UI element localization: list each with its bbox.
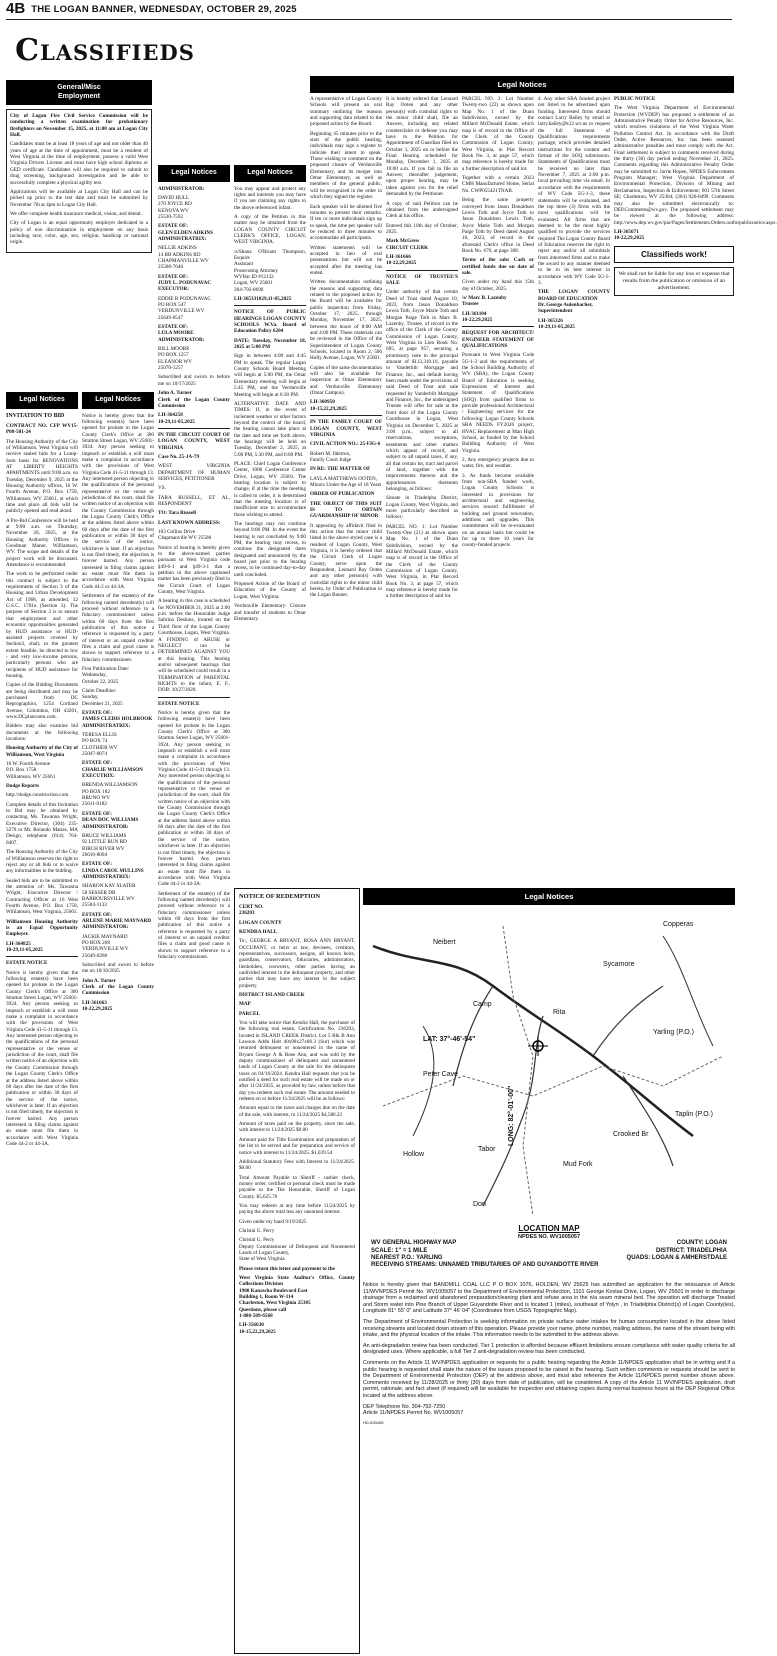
disclaimer-box: We shall not be liable for any loss or expense that results from the publication or omission of an advertisement. bbox=[614, 267, 734, 295]
redemption-district: DISTRICT ISLAND CREEK bbox=[239, 991, 305, 998]
hearings-p10: Written statements will be accepted in lieu of oral presentations but will not be accepted after the meeting has ended. bbox=[310, 244, 382, 276]
redemption-return: Please return this letter and payment to the bbox=[239, 1265, 335, 1272]
architect-title: REQUEST FOR ARCHITECT/ ENGINEER STATEMENT OF QUALIFICATIONS bbox=[462, 330, 534, 350]
circuit-p2: Notice of hearing is hereby given to the above-named parties pursuant to West Virginia code §49-6-1 and §49-3-1 that a petition in the above captioned matter has been previously filed in the Circuit Court of Logan County, West Virginia. bbox=[158, 544, 230, 596]
family-column bbox=[310, 96, 382, 886]
estate-entry: ADMINISTRATOR: DAVID HULL 270 JOYCE RD KENOVA WV 25530-7592 bbox=[158, 185, 205, 220]
map-long-label: LONG: 82°-01'-00" bbox=[508, 1085, 515, 1146]
public-notice-title: PUBLIC NOTICE bbox=[614, 96, 656, 102]
estate-subscribed: Subscribed and sworn to before me on 10/10/2025 bbox=[82, 962, 154, 975]
legend-row: NEAREST P.O.: YARLING QUADS: LOGAN & AMHERSTDALE bbox=[371, 1255, 727, 1262]
invitation-p5: Bidders may also examine bid documents at the following locations: bbox=[6, 723, 78, 742]
redemption-given: Given under my hand 9/19/2025 bbox=[239, 1218, 307, 1225]
hearings-p2: ALTERNATIVE DATE AND TIMES: If, in the event of inclement weather or other factors beyond the control of the board, the hearing cannot take place at the date and time set forth above, the hearings will be held on Tuesday, December 2, 2025, at 5:00 PM, 5:30 PM, and 6:00 PM. bbox=[234, 400, 306, 458]
map-place-label: Copperas bbox=[663, 921, 694, 928]
hearings-p8: Beginning 45 minutes prior to the start of the public hearing, individuals may sign a register to indicate their intent to speak. Those wishing to comment on the proposed closure of Verdunville Elementary, and its merger into Omar Elementary, as well as members of the general public, will be recognized in the order in which they signed the register. bbox=[310, 130, 382, 201]
estate-top-lh: LH-364258 10-29,11-05,2025 bbox=[158, 412, 195, 425]
first-publication: First Publication Date: Wednesday, October 22, 2025 bbox=[82, 665, 129, 685]
redemption-cert: CERT NO. 236203 bbox=[239, 903, 264, 917]
invitation-sign: Williamson Housing Authority is an Equal Opportunity Employer. bbox=[6, 918, 78, 938]
legal-notices-header-4: Legal Notices bbox=[234, 165, 306, 182]
invitation-p1: The Housing Authority of the City of Williamson, West Virginia will receive sealed bids for a Lump-Sum basis for RENOVATIONS AT LIBERTY HEIGHTS APARTMENTS until 9:00 a.m. on Tuesday, December 9, 2025 at the Housing Authority offices, 16 W. Fourth Avenue, P.O. Box 1758, Williamson, WV 25661, at which time and place all bids will be publicly opened and read aloud. bbox=[6, 438, 78, 515]
legal-notices-bar: Legal Notices bbox=[310, 76, 734, 93]
estate-notice-title-2: ESTATE NOTICE bbox=[158, 700, 200, 707]
hearings-p9: Each speaker will be allotted five minutes to present their remarks. If ten or more individuals sign up to speak, the time per speaker will be reduced to three minutes to accommodate all participants. bbox=[310, 203, 382, 242]
legend-subtitle: NPDES NO. WV1005057 bbox=[517, 1233, 581, 1240]
map-place-label: Camp bbox=[473, 1001, 492, 1008]
legend-title: LOCATION MAP bbox=[518, 1224, 580, 1233]
architect-p3: 3. As funds become available from non-SBA funded work, Logan County Schools is interested in provisions for architectural and engineering services toward fulfillment of building and ground renovation, additions and upgrades. This commitment will be re-evaluated on an annual basis but could be for up to three 10 years for county-funded projects bbox=[462, 472, 534, 549]
circuit-p1: WEST VIRGINIA DEPARTMENT OF HUMAN SERVICES, PETITIONER bbox=[158, 463, 230, 482]
invitation-p8: Sealed bids are to be submitted to the attention of: Ms. Tawanna Wright, Executive Director / Contracting Officer at 16 West Fourth Avenue, P.O. Box 1758, Williamson, West Virginia, 25661. bbox=[6, 877, 78, 916]
classifieds-masthead bbox=[6, 26, 204, 76]
hearings-p1: Sign in between 4:00 and 4:45 PM to speak. The regular Logan County Schools Board Meeting will begin at 5:00 PM, the Omar Elementary meeting will begin at 5:45 PM, and the Verdunville Meeting will begin at 6:30 PM. bbox=[234, 353, 306, 398]
map-place-label: Tabor bbox=[478, 1146, 496, 1153]
trustee-p6: Being the same property conveyed from Jason Donaldson Lewis Toth and Joyce Toth to Jason Donaldson Lewis Toth, Joyce Marie Toth and Morgan Paige Toth by Deed dated August 10, 2023, of record in the aforesaid Clerk's office in Deed Book No. 676, at page 368. bbox=[462, 197, 534, 254]
family-p4: Entered this 10th day of October, 2025. bbox=[386, 222, 458, 235]
redemption-p2: Amount equal to the taxes and charges due on the date of the sale, with interest, to 11/24/2025 $4,586.22 bbox=[239, 1105, 355, 1118]
family-minor: LAYLA MATTHEWS OOTEN, Minors Under the Age of 18 Years bbox=[310, 475, 382, 488]
location-2: Dodge Reports bbox=[6, 783, 39, 790]
estate-entry: ESTATE OF: LINDA CAROL MULLINS ADMINISTRATRIX: SHARON KAY SLATER 58 SESSER DR BARBOURSVILLE WV 25504-1133 bbox=[82, 861, 144, 909]
legal-notices-header-2: Legal Notices bbox=[82, 392, 154, 409]
trustee-p4: PARCEL NO. 2: Lot Number Twenty-two (22) as shown upon Map No. 1 of the Dunn Subdivision, owned by the Millard McDonald Estate, which map is of record in the Office of the Clerk of the County Commission of Logan County, West Virginia, in Plat Record Book No. 3, at page 57, which map reference is hereby made for a further description of said lot. bbox=[462, 96, 534, 172]
npdes-p5: DEP Telephone No. 304-792-7250 Article 11/NPDES Permit No. WV1005057 bbox=[363, 1403, 464, 1417]
fire-civil-p2: Applications will be available at Logan City Hall and can be picked up prior to the test date and must be submitted by November 7th at 4pm to Logan City Hall. bbox=[10, 188, 148, 208]
estate-notice-p1-cont: Notice is hereby given that the following estate(s) have been opened for probate in the Logan County Clerk's Office at 300 Stratton Street Logan, WV 25601-3924. Any person seeking to impeach or establish a will must make a complaint in accordance with the provisions of West Virginia Code 41-5-11 through 13. Any interested person objecting to the qualifications of the personal representative or the venue or jurisdiction of the court, shall file written notice of an objection with the County Commission through the Logan County Clerk's Office at the address listed above within 60 days after the date of the first publication or within 30 days of the service of the notice, whichever is later. If an objection is not filed timely, the objection is forever barred. Any person interested in filing claims against an estate must file them in accordance with West Virginia Code 44-2 or 44-3A. bbox=[82, 412, 154, 590]
map-place-label: Hollow bbox=[403, 1151, 425, 1158]
estate-top-sub: Subscribed and sworn to before me on 10/17/2025 bbox=[158, 374, 230, 387]
npdes-code: HD-533405 bbox=[363, 1419, 384, 1425]
invitation-p6: Complete details of this Invitation to Bid may be obtained by contacting Ms. Tawanna Wright, Executive Director, (304) 235-3270 or Mr. Rolando Matias, MA Design, telephone (614) 764-0407. bbox=[6, 801, 78, 846]
redemption-p6: Total Amount Payable to Sheriff - cashier check, money order, certified or personal check must be made payable to the The Honorable, Sheriff of Logan County. $5,625.76 bbox=[239, 1174, 355, 1200]
redemption-p4: Amount paid for Title Examination and preparation of the list to be served and for preparation and service of notice with interest to 11/24/2025. $1,039.54 bbox=[239, 1136, 355, 1156]
trustee-lh: LH-361104 10-22,29,2025 bbox=[462, 310, 493, 323]
claim-deadline: Claim Deadline: Sunday, December 21, 2025 bbox=[82, 687, 123, 707]
general-misc-header: General/Misc Employment bbox=[6, 80, 152, 105]
redemption-sig1: Christal G. Perry bbox=[239, 1227, 275, 1234]
masthead-title: Classifieds bbox=[15, 32, 195, 68]
hearings-p6: Verdunville Elementary: Closure and transfer of students to Omar Elementary. bbox=[234, 603, 306, 622]
hearings-p5: Proposed Action of the Board of Education of the County of Logan, West Virginia: bbox=[234, 581, 306, 600]
redemption-p3: Amount of taxes paid on the property, since the sale, with interest to 11/24/2025 $0.00 bbox=[239, 1121, 355, 1134]
estate-entry: ESTATE OF: JUDY L. PODUNAVAC EXECUTOR: EDDIE R PODUNAVAC PO BOX 547 VERDUNVILLE WV 25649-0547 bbox=[158, 273, 212, 321]
estate-top-clerk: John A. Turner Clerk of the Logan County Commission bbox=[158, 390, 230, 409]
public-notice-p1: The West Virginia Department of Environmental Protection (WVDEP) has proposed a settlement of an Administrative Penalty Order for Active Resources, Inc. which resolves violations of the West Virginia Water Pollution Control Act. In accordance with the Draft Order, Active Resources, Inc. has been assessed administrative penalties and must comply with the Act. Final settlement is subject to comments received during the thirty (30) day period ending November 21, 2025. Comments regarding this Administrative Penalty Order may be submitted to: Jarrie Hopen, NPDES Enforcement Program Manager; West Virginia Department of Environmental Protection, Division of Mining and Reclamation, Inspection & Enforcement; 601 57th Street SE; Charleston, WV 25304; (304) 926-0499. Comments may also be submitted electronically to: DEP.Comments@wv.gov. The proposed settlement may be viewed at the following address: http://www.dep.wv.gov/pio/Pages/Settlements.Orders.outforpublicnotice.aspx. bbox=[614, 105, 777, 226]
redemption-p1: You will take notice that Kendra Hall, the purchaser of the following real estate, Certification No. 236203, located in ISLAND CREEK District, Lot 5 Blk B Ann Lawson Addn Holt 40x98x27x86.3 (Sur) which was returned delinquent or nonentered in the name of Bryant George A & Rose Ann, and was sold by the deputy commissioner of delinquent and nonentered lands of Logan County at the sale for the delinquent taxes on 04/16/2024. Kendra Hall requests that you be notified a deed for such real estate will be made on or after 11/24/2025, as provided by law, unless before that day you redeem such real estate. The amount needed to redeem on or before 11/24/2025 will be as follows: bbox=[239, 1019, 355, 1103]
architect-sig: THE LOGAN COUNTY BOARD OF EDUCATION Dr. George Aulenbacher, Superintendent bbox=[538, 289, 610, 315]
invitation-p7: The Housing Authority of the City of Williamson reserves the right to reject any or all bids or to waive any informalities in the bidding. bbox=[6, 849, 78, 875]
estate-notice-2-p2: Settlement of the estate(s) of the following named decedent(s) will proceed without reference to a fiduciary commissioner unless within 60 days from the first publication of this notice a reference is requested by a party of interest or an unpaid creditor files a claim and good cause is shown to support reference to a fiduciary commissioner. bbox=[158, 890, 230, 960]
circuit-sig: /s/Shana O'Briant Thompson, Esquire Assistant Prosecuting Attorney WVBar ID #12132 Logan, WV 25601 304-792-8690 bbox=[234, 248, 306, 293]
location-2-url[interactable]: http://dodge.construction.com bbox=[6, 792, 69, 799]
npdes-p2: The Department of Environmental Protection is seeking information on private surface water intakes for human consumption located in the above listed receiving streams and located down stream of this operation. Please provide your name, phone number, mailing address, the name of the stream being with intake, and the physical location of the intake. This information needs to be submitted to the address above. bbox=[363, 1318, 735, 1339]
circuit-resp: TARA RUSSELL, ET AL, RESPONDENT bbox=[158, 494, 230, 507]
redemption-lh: LH-356630 10-15,22,29,2025 bbox=[239, 1322, 276, 1335]
hearings-p3: PLACE: Chief Logan Conference Center, 1000 Conference Center Drive, Logan, WV 25601. The hearing location is subject to change, if at the time the meeting is called to order, it is determined that the meeting location is of insufficient size to accommodate those wishing to attend. bbox=[234, 460, 306, 518]
location-map-svg bbox=[363, 906, 735, 1222]
hearings-lh: LH-360950 10-15,22,29,2025 bbox=[310, 399, 347, 412]
map-place-label: Rita bbox=[553, 1009, 566, 1016]
architect-p4: 4. Any other SBA funded project not listed to be advertised upon funding. Interested firms should contact Larry Bailey by email at larry.bailey@k12.wv.us to request the full Statement of Qualifications requirements package, which provides detailed instructions for the content and format of the SOQ submission. Statements of Qualifications must be received no later than November 7, 2025 at 2:00 p.m. local prevailing time via email. In accordance with the requirements of WV Code 5G-1-3, these statements will be evaluated, and the top three (3) firms with the most qualifications will be evaluated. All firms that are deemed to be the most highly qualified to provide the services required The Logan County Board of Education reserves the right to reject any and/or all submittals from interested firms and to make the award to any manner deemed to be in its best interest in accordance with WV Code 5G-1-3. bbox=[538, 96, 610, 286]
map-place-label: Sycamore bbox=[603, 961, 635, 968]
hearings-title: NOTICE OF PUBLIC HEARINGS LOGAN COUNTY SCHOOLS W.Va. Board of Education Policy 6204 bbox=[234, 309, 306, 335]
estate-lh: LH-361663 10-22,29,2025 bbox=[82, 999, 113, 1013]
redemption-to: To:, GEORGE A BRYANT, ROSA ANN BRYANT, OCCUPANT, or heirs at law, devisees, creditors, representatives, successors, assigns, all known heirs, guardians, conservators, fiduciaries, administrators, lienholders, coowners, other parties having an undivided interest in the delinquent property, and other parties that may have any interest in the subject property. bbox=[239, 938, 355, 989]
trustee-given: Given under my hand this 15th day of October, 2025. bbox=[462, 279, 534, 292]
map-lat-label: LAT: 37°-46'-54" bbox=[423, 1036, 476, 1043]
circuit-lka: LAST KNOWN ADDRESS: bbox=[158, 519, 221, 526]
map-place-label: Mud Fork bbox=[563, 1161, 593, 1168]
circuit-p3: A hearing in this case is scheduled for NOVEMBER 21, 2025 at 2:00 p.m. before the Honorable Judge Sabrina Deskins, located on the Third floor of the Logan County Courthouse, Logan, West Virginia. A FINDING of ABUSE or NEGLECT can be DETERMINED AGAINST YOU at this hearing. This hearing and/or subsequent hearings that will be scheduled could result in a TERMINATION of PARENTAL RIGHTS to the infant, E. F., DOB: 10/27/2020. bbox=[158, 598, 230, 694]
circuit-title: IN THE CIRCUIT COURT OF LOGAN COUNTY, WEST VIRGINIA bbox=[158, 431, 230, 451]
contract-number: CONTRACT NO. CFP WV15-P08-501-24 bbox=[6, 422, 78, 436]
redemption-title: NOTICE OF REDEMPTION bbox=[239, 893, 321, 900]
invitation-column bbox=[6, 392, 78, 1654]
map-place-label: Peter Cave bbox=[423, 1071, 459, 1078]
circuit-to: TO: Tara Russell bbox=[158, 510, 196, 517]
estate-notice-p1: Notice is hereby given that the following estate(s) have been opened for probate in the Logan County Clerk's Office at 300 Stratton Street Logan, WV 25601-3924. Any person seeking to impeach or establish a will must make a complaint in accordance with the provisions of West Virginia Code 41-5-11 through 13. Any interested person objecting to the qualifications of the personal representative or the venue or jurisdiction of the court, shall file written notice of an objection with the County Commission through the Logan County Clerk's Office at the address listed above within 60 days after the date of the first publication or within 30 days of the service of the notice, whichever is later. If an objection is not filed timely, the objection is forever barred. Any person interested in filing claims against an estate must file them in accordance with West Virginia Code 44-2 or 44-3A. bbox=[6, 969, 78, 1147]
trustee-sig: /s/ Marc B. Lazenby Trustee bbox=[462, 294, 507, 308]
legal-notices-header: Legal Notices bbox=[6, 392, 78, 409]
invitation-lh: LH-364825 10-29,11-05,2025 bbox=[6, 940, 43, 953]
invitation-p2: A Pre-Bid Conference will be held at 9:00 a.m. on Thursday, November 20, 2025, at the Housing Authority Offices in Goodman Manor, Williamson, WV. The scope and details of the project work will be discussed. Attendance is recommended. bbox=[6, 517, 78, 569]
circuit-lh: LH-365331029,11-05,2025 bbox=[234, 296, 292, 303]
estate-notice-p2: Settlement of the estate(s) of the following named decedent(s) will proceed without reference to a fiduciary commissioner unless within 60 days from the first publication of this notice a reference is requested by a party of interest or an unpaid creditor files a claim and good cause is shown to support reference to a fiduciary commissioner. bbox=[82, 593, 154, 663]
employment-column bbox=[6, 80, 152, 390]
legend-row: WV GENERAL HIGHWAY MAP COUNTY: LOGAN bbox=[371, 1240, 727, 1247]
trustee-title: NOTICE OF TRUSTEE'S SALE bbox=[386, 273, 458, 286]
estate-notice-title: ESTATE NOTICE bbox=[6, 960, 48, 967]
circuit-case: Case No. 25-JA-79 bbox=[158, 453, 200, 460]
architect-p1: Pursuant to West Virginia Code 5G-1-3 and the requirements of the School Building Authority of WV (SBA), the Logan County Board of Education is seeking Expressions of Interest and Statement of Qualifications (SOQ) from qualified firms to provide professional Architectural / Engineering services for the following: Logan County Schools SBA NEEDS FY2026 project, HVAC Replacement at Man High School, as funded by the School Building Authority of West Virginia. bbox=[462, 352, 534, 454]
hearings-date: DATE: Tuesday, November 18, 2025 at 5:00 PM bbox=[234, 337, 306, 351]
hearings-p7: A representative of Logan County Schools will present an oral summary outlining the reasons and supporting data related to the proposed action by the Board. bbox=[310, 96, 382, 128]
redemption-parcel: PARCEL bbox=[239, 1010, 260, 1017]
estate-column bbox=[82, 392, 154, 1654]
circuit-column bbox=[158, 165, 230, 1654]
family-p1: It appearing by affidavit filed in this action that the minor child listed in the above styled case is a resident of Logan County, West Virginia, it is hereby ordered that the Circuit Clerk of Logan County, serve upon the Respondent, Leonard Ray Ooten and any other person(s) with custodial rights to the minor child herein, by Order of Publication in the Logan Banner. bbox=[310, 522, 382, 599]
npdes-notice bbox=[363, 1282, 735, 1652]
redemption-sig2: Christal G. Perry Deputy Commissioner of Delinquent and Nonentered Lands of Logan County, State of West Virginia bbox=[239, 1237, 355, 1263]
circuit-p4: You may appear and protect any rights and interests you may have if you are claiming any rights to the above referenced infant. bbox=[234, 185, 306, 211]
family-sig: Mark McGrew CIRCUIT CLERK bbox=[386, 238, 429, 251]
map-place-label: Crooked Br bbox=[613, 1131, 649, 1138]
estate-top-list bbox=[158, 186, 230, 372]
architect-lh: LH-365326 10-29,11-05,2025 bbox=[538, 317, 575, 331]
circuit-vs: VS. bbox=[158, 485, 166, 492]
invitation-p4: Copies of the Bidding Documents are being distributed and may be purchased from DC Reprographics, 1254 Cortland Avenue, Columbus, OH 43201, www.DCplanroom.com. bbox=[6, 682, 78, 720]
estate-entry: ESTATE OF: CHARLIE WILLIAMSON EXECUTRIX: BRENDA WILLIAMSON PO BOX 182 BRUNO WV 25611-0182 bbox=[82, 760, 143, 808]
redemption-purchaser: KENDRA HALL bbox=[239, 928, 278, 935]
circuit-p5: A copy of the Petition in this matter may be obtained from the LOGAN COUNTY CIRCUIT CLERK'S OFFICE, LOGAN, WEST VIRGINIA. bbox=[234, 213, 306, 246]
estate-clerk: John A. Turner Clerk of the Logan County Commission bbox=[82, 977, 154, 997]
circuit-addr: 103 Collins Drive Chapmanville WV 25508 bbox=[158, 529, 212, 542]
trustee-p2: Situate in Triadelpha District, Logan County, West Virginia, and more particularly described as follows: bbox=[386, 495, 458, 521]
fire-civil-notice bbox=[6, 109, 152, 253]
map-place-label: Yarling (P.O.) bbox=[653, 1029, 694, 1036]
location-1-address: 16 W. Fourth Avenue P.O. Box 1758 Williamson, WV 25661 bbox=[6, 761, 56, 780]
hearings-p12: Copies of the same documentation will also be available for inspection at Omar Elementary and Verdunville Elementary (Omar Campus). bbox=[310, 364, 382, 397]
npdes-p4: Comments on the Article 11 WV/NPDES application or requests for a public hearing regarding the Article 11/NPDES application shall be in writing and if a public hearing is requested shall state the nature of the issues proposed to be raised in the hearing. Such written comments or requests should be sent to the Department of Environmental Protection (DEP) at the address above, and must also reference the Article 11/NPDES permit number shown above. Comments received by 11/28/2025 or thirty (30) days from date of publication, will be considered. A copy of the Article 11 WV/NPDES application, draft permit, rationale, and fact sheet (if required) will be available for inspection and obtaining copies during normal business hours at the DEP Regional Office located at the address above. bbox=[363, 1359, 735, 1399]
family-civil: CIVIL ACTION NO.: 25-FIG-6 bbox=[310, 441, 381, 448]
trustee-terms: Terms of the sale: Cash or certified funds due on date of sale. bbox=[462, 257, 534, 276]
page-number: 4B bbox=[6, 0, 26, 18]
npdes-p1: Notice is hereby given that BANDMILL COAL LLC P O BOX 1076, HOLDEN, WV 25625 has submitted an application for the reissuance of Article 11/WVNPDES Permit No. WV1005057 to the Department of Environmental Protection, 1101 George Kostas Drive, Logan, WV 25601 in order to discharge drainage from a reclaimed and abandoned preparation/cleaning plant and refuse area in the n/a seam mineral bed. The operation will discharge Treated and Storm water into Pine Branch of Upper Guyandotte River and is located 1 (miles), southeast of Yolyn , in Triadelphia District(s) of Logan County(ies), Longitude 81° 55' 0" and Latitude 37° 46' 04" (Coordinates from USGS Topographic Map). bbox=[363, 1282, 735, 1315]
redemption-p7: You may redeem at any time before 11/24/2025 by paying the above total less any unearned interest. bbox=[239, 1202, 355, 1216]
map-legend bbox=[363, 1224, 735, 1270]
page-header bbox=[6, 0, 732, 20]
family-lh: LH-361666 10-22,29,2025 bbox=[386, 253, 417, 267]
estate-notice-2-p1: Notice is hereby given that the following estate(s) have been opened for probate in the Logan County Clerk's Office at 300 Stratton Street Logan, WV 25601-3924. Any person seeking to impeach or establish a will must make a complaint in accordance with the provisions of West Virginia Code 41-5-11 through 13. Any interested person objecting to the qualifications of the personal representative or the venue or jurisdiction of the court, shall file written notice of an objection with the County Commission through the Logan County Clerk's Office at the address listed above within 60 days after the date of the first publication or within 30 days of the service of the notice, whichever is later. If an objection is not filed timely, the objection is forever barred. Any person interested in filing claims against an estate must file them in accordance with West Virginia Code 44-2 or 44-3A. bbox=[158, 709, 230, 888]
trustee-p1: Under authority of that certain Deed of Trust dated August 10, 2023, from Jason Donaldson Lewis Toth, Joyce Marie Toth and Morgan Paige Toth to Marc B. Lazenby, Trustee, of record in the office of the Clerk of the County Commission of Logan County, West Virginia in Lien Book No. 685, at page 957, securing a promissory note in the principal amount of $113,310.16, payable to Vanderbilt Mortgage and Finance, Inc., and default having been made under the provisions of said Deed of Trust and sale requested by Vanderbilt Mortgage and Finance, Inc., the undersigned Trustee will offer for sale at the front door of the Logan County Courthouse in Logan, West Virginia on December 5, 2025 at 3:00 p.m., subject to all reservations, exceptions, easements and other matters which appear of record, and subject to all unpaid taxes, if any, all that certain lot, tract and parcel of land, together with the improvements thereon and the appurtenances thereunto belonging, as follows: bbox=[386, 289, 458, 492]
architect-p2: 2. Any emergency projects due to water, fire, and weather. bbox=[462, 456, 534, 470]
hearings-p11: Written documentation outlining the reasons and supporting data related to the proposed action by the Board will be available for public inspection from Friday, October 17, 2025, through Monday, November 17, 2025, between the hours of 8:00 AM and 4:00 PM. These materials can be reviewed in the Office of the Superintendent of Logan County Schools, located in Room 2, 506 Holly Avenue, Logan, WV 25601. bbox=[310, 279, 382, 362]
public-notice-lh: LH-365671 10-22,29,2025 bbox=[614, 228, 645, 242]
architect-column bbox=[462, 96, 534, 886]
redemption-p5: Additional Statutory Fees with Interest to 11/24/2025. $0.00 bbox=[239, 1158, 355, 1172]
family-order: ORDER OF PUBLICATION bbox=[310, 491, 375, 498]
fire-civil-p4: City of Logan is an equal opportunity employer dedicated to a policy of non discrimination in employment on any basis including race, color, age, sex, religion, handicap or national origin. bbox=[10, 220, 148, 246]
estate-entry: ESTATE OF: GLEN ELDEN ADKINS ADMINISTRATRIX: NELLIE ADKINS 14 BB ADKINS RD CHAPMANVILLE WV 25508-7640 bbox=[158, 223, 214, 271]
fire-civil-p3: We offer complete health insurance medical, vision, and dental. bbox=[10, 210, 142, 217]
estate-entry: ESTATE OF: LULA MOORE ADMINISTRATOR: BILL MOORE PO BOX 1257 ELEANOR WV 25070-1257 bbox=[158, 324, 205, 372]
dep-notice-column bbox=[614, 96, 777, 886]
map-place-label: Neibert bbox=[433, 939, 456, 946]
legal-notices-map-bar: Legal Notices bbox=[363, 888, 735, 905]
fire-civil-title: City of Logan Fire Civil Service Commission will be conducting a written examination for probationary firefighters on November 15, 2025, at 11:00 am at Logan City Hall. bbox=[10, 113, 148, 139]
legal-notices-header-3: Legal Notices bbox=[158, 165, 230, 182]
location-1: Housing Authority of the City of Williamson, West Virginia bbox=[6, 745, 78, 758]
legend-row: SCALE: 1" = 1 MILE DISTRICT: TRIADELPHIA bbox=[371, 1247, 727, 1254]
trustee-p3: PARCEL NO. 1: Lot Number Twenty-One (21) as shown upon Map No. 1 of the Dunn Subdivision, owned by the Millard McDonald Estate, which map is of record in the Office of the Clerk of the County Commission of Logan County, West Virginia, in Plat Record Book No. 3, at page 57, which map reference is hereby made for a further description of said lot. bbox=[386, 523, 458, 600]
estate-entry: ESTATE OF: DEAN DOC WILLIAMS ADMINISTRATOR: BRUCE WILLIAMS 92 LITTLE RUN RD BIRCH RIVER WV 26610-8094 bbox=[82, 810, 139, 858]
trustee-p5: Together with a certain 2023 CMH Manufactured Home, Serial No. CWP055421TNAB. bbox=[462, 175, 534, 194]
trustee-column bbox=[386, 96, 458, 886]
invitation-title: INVITATION TO BID bbox=[6, 412, 65, 419]
estate-list bbox=[82, 710, 154, 959]
hearings-column bbox=[234, 165, 306, 885]
paper-dateline: THE LOGAN BANNER, WEDNESDAY, OCTOBER 29, 2025 bbox=[31, 3, 297, 15]
family-p2: It is hereby ordered that Leonard Ray Ooten and any other person(s) with custodial rights to the minor child shall, file an Answer, including any related counterclaim or defense you may have to the Petition for Appointment of Guardian filed on October 1, 2025 on or before the Final Hearing scheduled for Monday, December 1, 2025 at 10:00 a.m. If you fail to file an Answer, thereafter judgement, upon proper hearing, may be taken against you for the relief demanded by the Petitioner. bbox=[386, 96, 458, 198]
estate-entry: ESTATE OF: JAMES CLEDIS HOLBROOK ADMINISTRATRIX: TERESA ELLIS PO BOX 74 CLOTHIER WV 25047-0074 bbox=[82, 710, 153, 758]
hearings-p4: The hearings may not continue beyond 9:00 PM. In the event the hearing is not concluded by 9:00 PM, the hearing may recess, to continue the designated dates designated and announced by the board just prior to the hearing recess, to be continued day-to-day until concluded. bbox=[234, 521, 306, 578]
family-p3: A copy of said Petition can be obtained from the undersigned Clerk at his office. bbox=[386, 200, 458, 220]
npdes-p3: An anti-degradation review has been conducted. Tier 1 protection is afforded because effluent limitations ensure compliance with water quality criteria for all designated uses. Where applicable, a full Tier 2 anti-degradation review has been conducted. bbox=[363, 1342, 735, 1356]
redemption-map: MAP bbox=[239, 1001, 251, 1008]
location-map bbox=[363, 906, 735, 1222]
family-re: IN RE: THE MATTER OF bbox=[310, 466, 371, 473]
legend-row: RECEIVING STREAMS: UNNAMED TRIBUTARIES OF AND GUYANDOTTE RIVER bbox=[371, 1262, 599, 1269]
map-place-label: Don bbox=[473, 1201, 486, 1208]
fire-civil-p1: Candidates must be at least 18 years of age and not older than 40 years of age at the time of appointment, must be a resident of West Virginia at the time of employment, possess a valid West Virginia Drivers License and must have high school diploma or GED certificate. Candidates will also be required to submit to drug screening, background investigation and be able to successfully complete a physical agility test. bbox=[10, 141, 148, 186]
classifieds-work-banner: Classifieds work! bbox=[614, 246, 734, 264]
redemption-notice bbox=[234, 888, 360, 1654]
estate-entry: ESTATE OF: ARLENE MARIE MAYNARD ADMINISTRATOR: JACKIE MAYNARD PO BOX 268 VERDUNVILLE WV 25649-0268 bbox=[82, 911, 151, 959]
family-title: IN THE FAMILY COURT OF LOGAN COUNTY, WEST VIRGINIA bbox=[310, 419, 382, 438]
family-obj: THE OBJECT OF THIS SUIT IS TO OBTAIN GUARDIANSHIP OF MINOR bbox=[310, 500, 382, 520]
public-notice-column bbox=[538, 96, 610, 886]
invitation-p3: The work to be performed under this contract is subject to the requirements of Section 3 of the Housing and Urban Development Act of 1968, as amended, 12 U.S.C. 1701u (Section 3). The purpose of Section 3 is to ensure that employment and other economic opportunities generated by HUD assistance or HUD-assisted projects covered by Section3, shall, to the greatest extent feasible, be directed to low - and very low-income persons, particularly persons who are recipients of HUD assistance for housing. bbox=[6, 571, 78, 679]
redemption-office: West Virginia State Auditor's Office, County Collections Division 1900 Kanawha Boulevard East Building 1, Room W-114 Charleston, West Virginia 25305 Questions, please call 1-888-509-6568 bbox=[239, 1275, 355, 1320]
map-place-label: Taplin (P.O.) bbox=[675, 1111, 713, 1118]
family-judge: Robert M. Ilderton, Family Court Judge bbox=[310, 450, 352, 463]
redemption-county: LOGAN COUNTY bbox=[239, 919, 282, 926]
